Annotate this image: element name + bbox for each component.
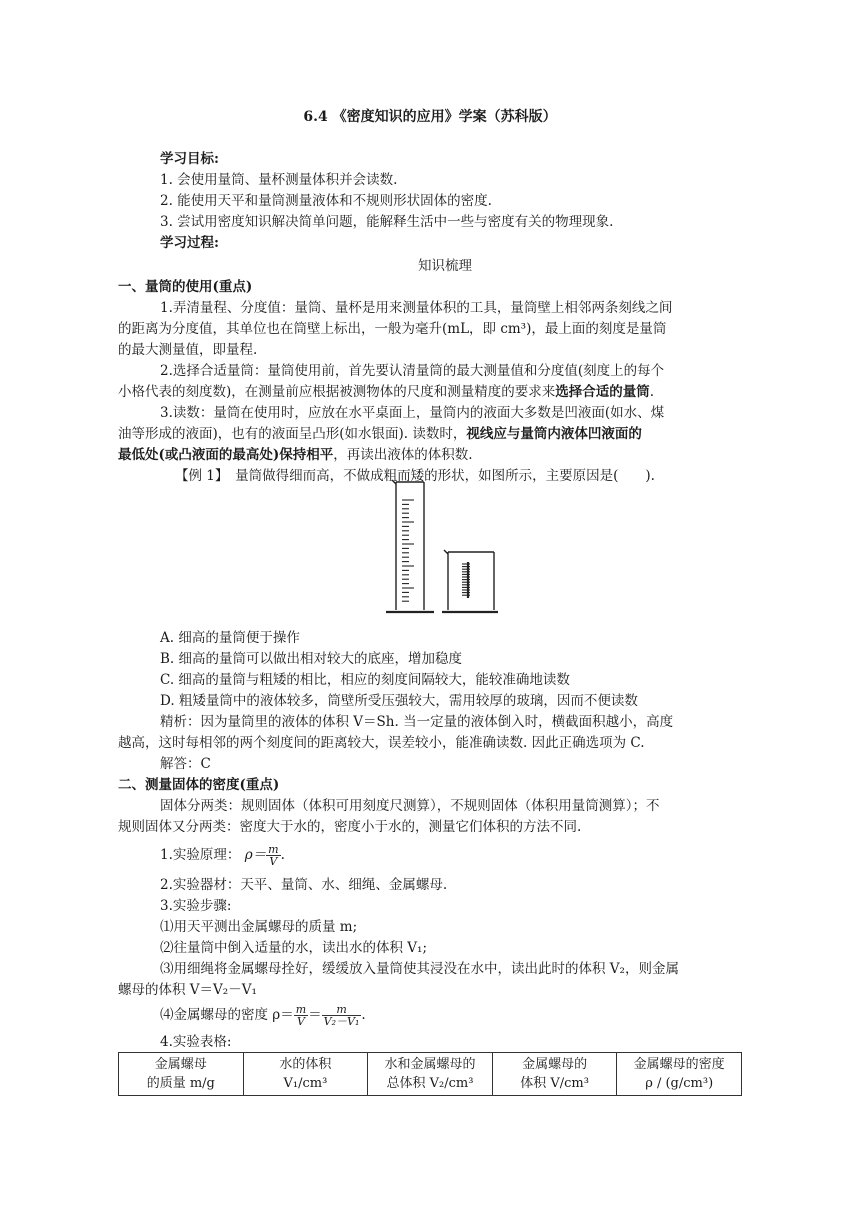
section1-p3-line3 [118,445,473,465]
section1-p3-line1: 3.读数：量筒在使用时，应放在水平桌面上，量筒内的液面大多数是凹液面(如水、煤 [160,405,665,421]
header-total-volume-line2: 总体积 V₂/cm³ [386,1076,474,1091]
option-d: D. 粗矮量筒中的液体较多，筒壁所受压强较大，需用较厚的玻璃，因而不便读数 [160,693,638,709]
step4-numerator-2: m [322,1004,362,1016]
step4-denominator-1: V [296,1015,305,1028]
header-mass-line1: 金属螺母 [154,1057,207,1072]
header-total-volume-line1: 水和金属螺母的 [384,1057,476,1072]
section1-p2-period: . [649,384,655,400]
section2-heading: 二、测量固体的密度(重点) [118,777,280,793]
step-1: ⑴用天平测出金属螺母的质量 m; [160,919,358,935]
section1-p3-emphasis-b: 最低处(或凸液面的最高处)保持相平 [118,447,334,463]
option-b: B. 细高的量筒可以做出相对较大的底座，增加稳度 [160,651,463,667]
section1-p1-line3: 的最大测量值，即量程. [118,342,258,358]
section1-p3-line3-text: ，再读出液体的体积数. [333,447,473,463]
section1-p2-line2 [118,382,654,402]
goal-item-1: 1. 会使用量筒、量杯测量体积并会读数. [160,172,398,188]
equipment-line: 2.实验器材：天平、量筒、水、细绳、金属螺母. [160,877,448,893]
principle-denominator: V [269,855,278,868]
goal-item-3: 3. 尝试用密度知识解决简单问题，能解释生活中一些与密度有关的物理现象. [160,214,614,230]
step4-denominator-2: V₂－V₁ [323,1015,360,1028]
step4-fraction-1 [294,1004,308,1027]
step-3-line2: 螺母的体积 V＝V₂－V₁ [118,982,257,998]
process-heading: 学习过程: [160,235,219,251]
section2-intro-line2: 规则固体又分两类：密度大于水的，密度小于水的，测量它们体积的方法不同. [118,819,582,835]
section1-heading: 一、量筒的使用(重点) [118,279,253,295]
table-header-cell [368,1053,493,1096]
analysis-line2: 越高，这时每相邻的两个刻度间的距离较大，误差较小，能准确读数. 因此正确选项为 C. [118,735,645,751]
header-water-volume-line2: V₁/cm³ [283,1076,328,1091]
header-density-line1: 金属螺母的密度 [633,1057,725,1072]
option-a: A. 细高的量筒便于操作 [160,630,300,646]
header-water-volume-line1: 水的体积 [279,1057,332,1072]
section2-intro-line1: 固体分两类：规则固体（体积可用刻度尺测算），不规则固体（体积用量筒测算）；不 [160,798,660,814]
goal-item-2: 2. 能使用天平和量筒测量液体和不规则形状固体的密度. [160,193,492,209]
example1-question: 【例 1】 量筒做得细而高，不做成粗而矮的形状，如图所示，主要原因是( ). [175,468,655,484]
section1-p3-emphasis-a: 视线应与量筒内液体凹液面的 [466,426,642,442]
table-header-row [119,1053,742,1096]
step4-label: ⑷金属螺母的密度 ρ＝ [160,1007,294,1023]
table-header-cell [617,1053,742,1096]
table-header-cell [119,1053,244,1096]
section1-p3-line2-text: 油等形成的液面)，也有的液面呈凸形(如水银面). 读数时， [118,426,467,442]
header-density-line2: ρ / (g/cm³) [645,1076,714,1091]
goals-heading: 学习目标: [160,151,219,167]
principle-period: . [280,847,285,863]
analysis-line1: 精析：因为量筒里的液体的体积 V＝Sh. 当一定量的液体倒入时，横截面积越小，高度 [160,714,674,730]
section1-p1-line2: 的距离为分度值，其单位也在筒壁上标出，一般为毫升(mL，即 cm³)，最上面的刻度是量筒 [118,321,667,337]
header-nut-volume-line2: 体积 V/cm³ [520,1076,589,1091]
graduated-cylinders-figure [380,478,500,614]
section1-p3-line2 [118,424,642,444]
section1-p2-line1: 2.选择合适量筒：量筒使用前，首先要认清量筒的最大测量值和分度值(刻度上的每个 [160,363,665,379]
step-4-line [160,1004,366,1027]
table-header-cell [492,1053,617,1096]
principle-label: 1.实验原理： [160,847,241,863]
answer-line: 解答：C [160,756,211,772]
header-mass-line2: 的质量 m/g [146,1076,215,1091]
knowledge-heading: 知识梳理 [418,258,472,274]
short-cylinder [442,550,498,612]
principle-line [160,844,285,867]
step4-numerator-1: m [295,1003,307,1016]
step4-fraction-2 [322,1004,362,1027]
section1-p2-line2-text: 小格代表的刻度数)，在测量前应根据被测物体的尺度和测量精度的要求来 [118,384,556,400]
step-3-line1: ⑶用细绳将金属螺母拴好，缓缓放入量筒使其浸没在水中，读出此时的体积 V₂，则金属 [160,961,679,977]
option-c: C. 细高的量筒与粗矮的相比，相应的刻度间隔较大，能较准确地读数 [160,672,570,688]
section1-p1-line1: 1.弄清量程、分度值：量筒、量杯是用来测量体积的工具，量筒壁上相邻两条刻线之间 [160,300,673,316]
principle-rho: ρ＝ [244,847,267,863]
table-header-cell [243,1053,368,1096]
section1-p2-emphasis: 选择合适的量筒 [555,384,650,400]
experiment-table [118,1052,742,1096]
steps-heading: 3.实验步骤: [160,898,232,914]
table-heading: 4.实验表格: [160,1034,232,1050]
step4-equals: ＝ [308,1007,322,1023]
step-2: ⑵往量筒中倒入适量的水，读出水的体积 V₁; [160,940,428,956]
header-nut-volume-line1: 金属螺母的 [522,1057,588,1072]
tall-cylinder [386,480,434,612]
step4-period: . [361,1007,366,1023]
document-title: 6.4 《密度知识的应用》学案（苏科版） [303,109,557,125]
principle-fraction [266,844,280,867]
principle-numerator: m [268,843,279,856]
